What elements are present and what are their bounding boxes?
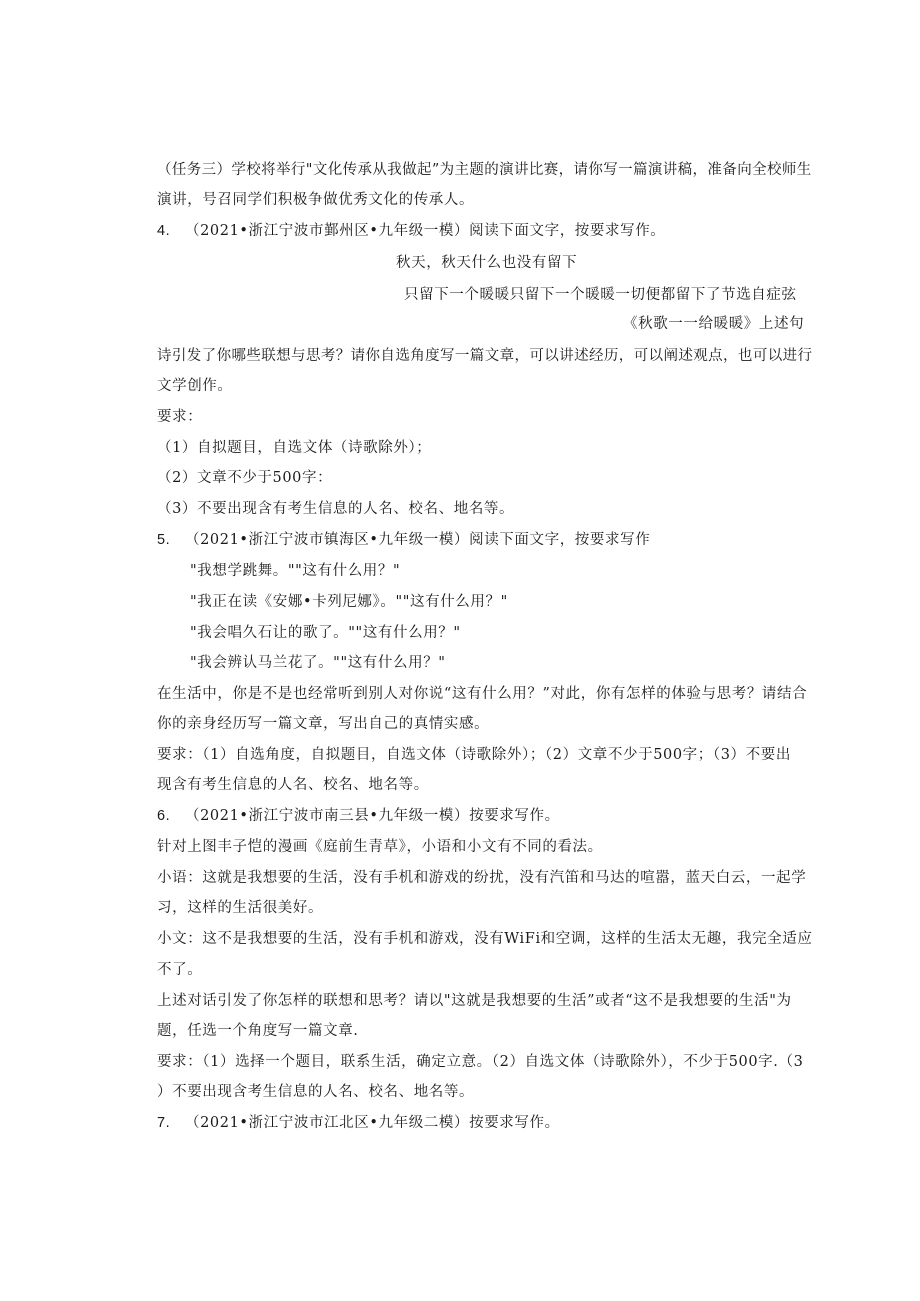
q5-source: （2021•浙江宁波市镇海区•九年级一模）阅读下面文字，按要求写作 xyxy=(185,532,651,548)
q4-prompt-line-1: 诗引发了你哪些联想与思考？请你自选角度写一篇文章，可以讲述经历，可以阐述观点，也可以进行 xyxy=(157,348,813,364)
q4-prompt-line-2: 文学创作。 xyxy=(157,378,233,394)
q6-line-1: 针对上图丰子恺的漫画《庭前生青草》，小语和小文有不同的看法。 xyxy=(157,839,603,855)
q5-dialogue-4: "我会辨认马兰花了。""这有什么用？" xyxy=(190,655,446,671)
q5-requirements-line-1: 要求：（1）自选角度，自拟题目，自选文体（诗歌除外）；（2）文章不少于500字；（3）不要出 xyxy=(157,747,791,763)
q6-requirements-line-2: ）不要出现含考生信息的人名、校名、地名等。 xyxy=(157,1084,475,1100)
q7-source: （2021•浙江宁波市江北区•九年级二模）按要求写作。 xyxy=(185,1115,560,1131)
q4-poem-line-1: 秋天，秋天什么也没有留下 xyxy=(396,255,578,271)
q4-requirement-1: （1）自拟题目，自选文体（诗歌除外）； xyxy=(157,440,432,456)
q6-prompt-line-2: 题，任选一个角度写一篇文章. xyxy=(157,1023,359,1039)
intro-line-1: （任务三）学校将举行"文化传承从我做起”为主题的演讲比赛，请你写一篇演讲稿，准备向全校师生 xyxy=(157,162,812,178)
q4-poem-line-2: 只留下一个暖暖只留下一个暖暖一切便都留下了节选自症弦 xyxy=(404,287,797,303)
q5-dialogue-3: "我会唱久石让的歌了。""这有什么用？" xyxy=(190,625,461,641)
q4-source: （2021•浙江宁波市鄞州区•九年级一模）阅读下面文字，按要求写作。 xyxy=(185,223,666,239)
q4-requirement-3: （3）不要出现含有考生信息的人名、校名、地名等。 xyxy=(157,501,515,517)
q6-xiaowen-line-2: 不了。 xyxy=(157,962,203,978)
q6-xiaowen-line-1: 小文：这不是我想要的生活，没有手机和游戏，没有WiFi和空调，这样的生活太无趣，我完全适应 xyxy=(157,931,813,947)
q5-number: 5. xyxy=(157,532,171,548)
q4-requirement-2: （2）文章不少于500字： xyxy=(157,470,333,486)
q6-xiaoyu-line-1: 小语：这就是我想要的生活，没有手机和游戏的纷扰，没有汽笛和马达的喧嚣，蓝天白云，一起学 xyxy=(157,870,807,886)
q5-dialogue-1: "我想学跳舞。""这有什么用？" xyxy=(190,563,401,579)
q6-source: （2021•浙江宁波市南三县•九年级一模）按要求写作。 xyxy=(185,808,560,824)
q4-number: 4. xyxy=(157,223,171,239)
q4-poem-line-3: 《秋歌一一给暖暖》上述句 xyxy=(623,316,805,332)
q7-number: 7. xyxy=(157,1115,171,1131)
q6-number: 6. xyxy=(157,808,171,824)
q6-requirements-line-1: 要求：（1）选择一个题目，联系生活，确定立意。（2）自选文体（诗歌除外），不少于500字.（3 xyxy=(157,1054,804,1070)
q5-prompt-line-2: 你的亲身经历写一篇文章，写出自己的真情实感。 xyxy=(157,716,490,732)
q6-prompt-line-1: 上述对话引发了你怎样的联想和思考？请以"这就是我想要的生活”或者“这不是我想要的生活"为 xyxy=(157,993,792,1009)
q6-xiaoyu-line-2: 习，这样的生活很美好。 xyxy=(157,900,324,916)
q4-requirements-title: 要求： xyxy=(157,409,203,425)
q5-requirements-line-2: 现含有考生信息的人名、校名、地名等。 xyxy=(157,777,429,793)
intro-line-2: 演讲，号召同学们积极争做优秀文化的传承人。 xyxy=(157,192,475,208)
q5-dialogue-2: "我正在读《安娜•卡列尼娜》。""这有什么用？" xyxy=(190,594,508,610)
q5-prompt-line-1: 在生活中，你是不是也经常听到别人对你说“这有什么用？”对此，你有怎样的体验与思考？请结合 xyxy=(157,686,808,702)
